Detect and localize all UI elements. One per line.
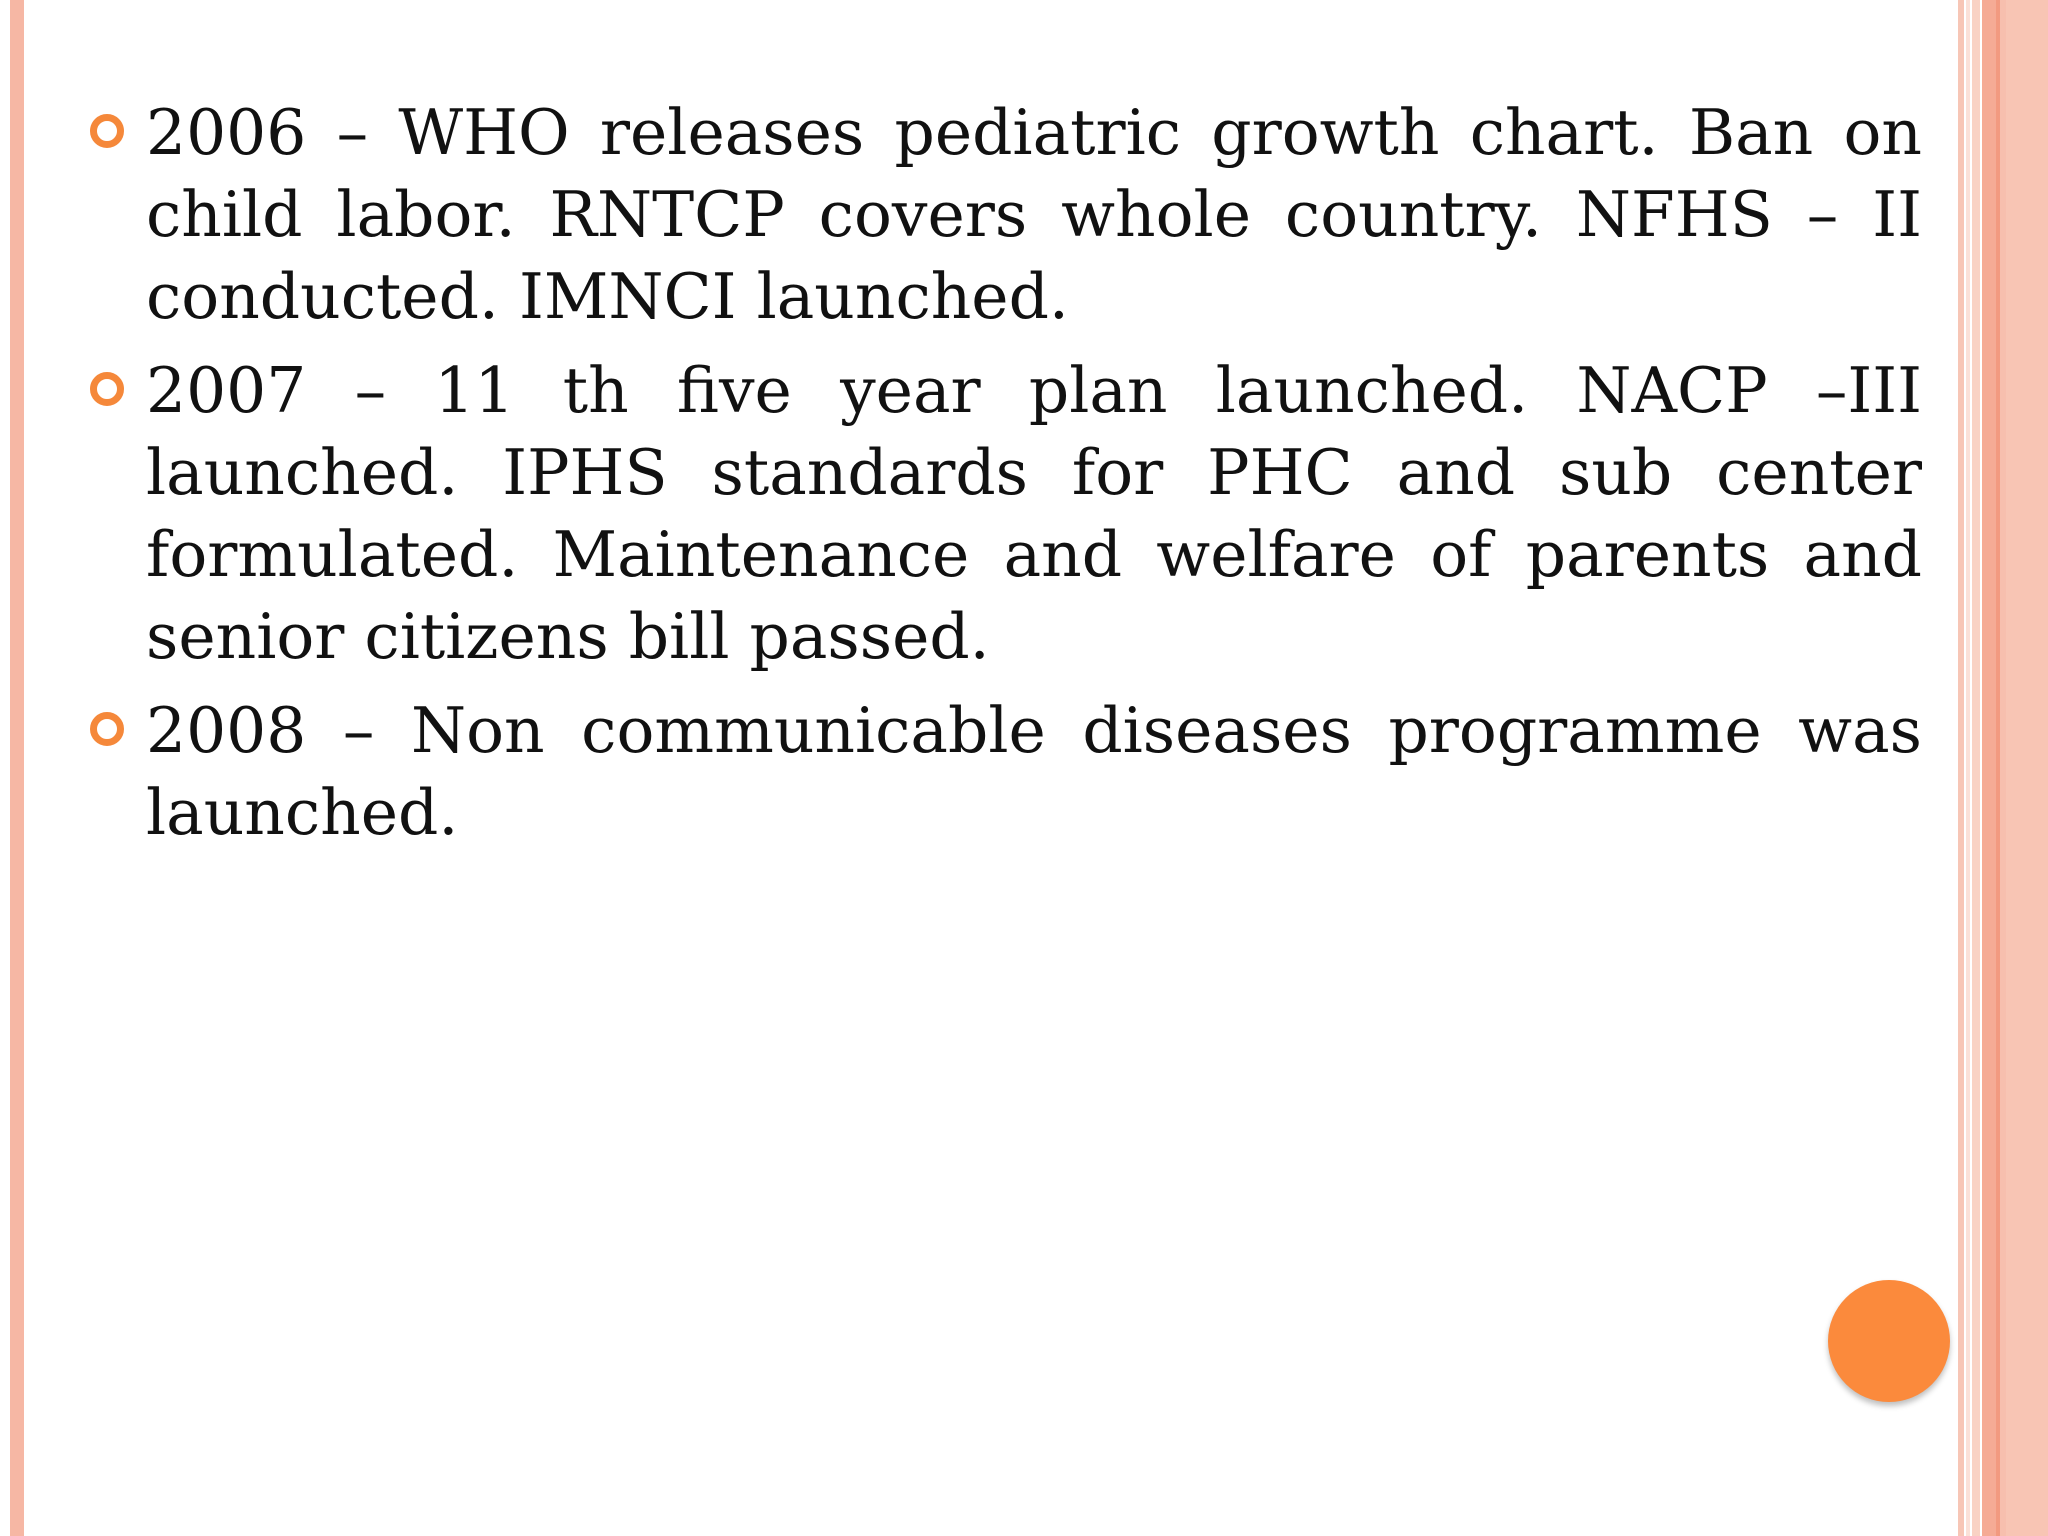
circle-outline-icon: [90, 372, 124, 406]
circle-outline-icon: [90, 114, 124, 148]
bullet-item-2008: [90, 690, 1922, 854]
frame-stripe-right: [1972, 0, 1980, 1536]
circle-outline-icon: [90, 712, 124, 746]
bullet-item-2006: [90, 92, 1922, 338]
bullet-text: 2006 – WHO releases pediatric growth chart. Ban on child labor. RNTCP covers whole country. NFHS – II conducted. IMNCI launched.: [146, 96, 1922, 333]
frame-stripe-right: [2006, 0, 2048, 1536]
frame-stripe-right: [1958, 0, 1964, 1536]
frame-stripe-right: [1966, 0, 1970, 1536]
bullet-item-2007: [90, 350, 1922, 678]
bullet-text: 2008 – Non communicable diseases programme was launched.: [146, 694, 1922, 849]
frame-stripe-right: [1982, 0, 1996, 1536]
orange-circle-decoration: [1828, 1280, 1950, 1402]
bullet-text: 2007 – 11 th five year plan launched. NACP –III launched. IPHS standards for PHC and sub center formulated. Maintenance and welfare of parents and senior citizens bill passed.: [146, 354, 1922, 673]
bullet-list: [90, 92, 1922, 866]
frame-stripe-left: [10, 0, 24, 1536]
